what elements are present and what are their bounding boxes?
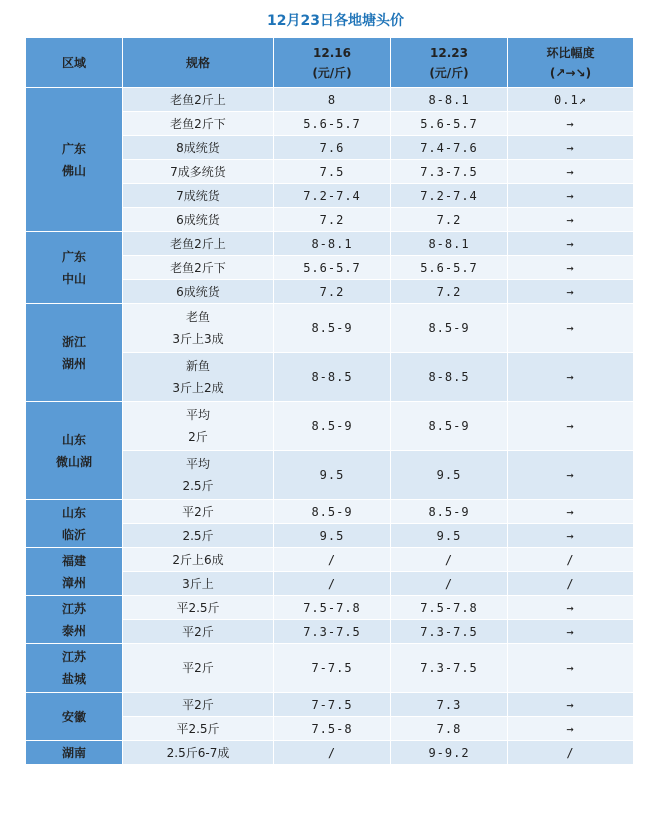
region-name-line: 泰州 <box>61 623 86 638</box>
change-cell: → <box>508 717 634 741</box>
region-cell <box>26 693 123 741</box>
region-cell <box>26 88 123 232</box>
table-row <box>26 500 634 524</box>
table-row <box>26 644 634 693</box>
price-1216-cell: / <box>274 741 391 765</box>
change-cell: → <box>508 500 634 524</box>
spec-cell <box>123 451 274 500</box>
spec-cell <box>123 136 274 160</box>
spec-cell <box>123 620 274 644</box>
region-name-line: 山东 <box>61 505 86 520</box>
spec-cell <box>123 741 274 765</box>
header-change <box>508 38 634 88</box>
spec-line: 老鱼2斤上 <box>170 237 226 251</box>
region-name-line: 微山湖 <box>55 454 92 469</box>
spec-cell <box>123 596 274 620</box>
spec-line: 平均 <box>185 408 210 422</box>
change-cell: → <box>508 160 634 184</box>
price-1223-cell: 9.5 <box>391 451 508 500</box>
region-name-line: 江苏 <box>61 601 86 616</box>
change-cell: 0.1↗ <box>508 88 634 112</box>
spec-line: 平2.5斤 <box>176 722 220 736</box>
change-cell: → <box>508 596 634 620</box>
spec-cell <box>123 88 274 112</box>
region-name-line: 湖南 <box>61 745 86 760</box>
region-cell <box>26 500 123 548</box>
spec-line: 平均 <box>185 457 210 471</box>
spec-cell <box>123 184 274 208</box>
spec-cell <box>123 524 274 548</box>
spec-line: 新鱼 <box>185 359 210 373</box>
region-cell <box>26 232 123 304</box>
price-1223-cell: 7.3-7.5 <box>391 644 508 693</box>
price-1216-cell: 8-8.5 <box>274 353 391 402</box>
spec-line: 3斤上 <box>182 577 214 591</box>
price-1216-cell: 7.5-7.8 <box>274 596 391 620</box>
spec-line: 7成统货 <box>176 189 220 203</box>
change-cell: → <box>508 353 634 402</box>
spec-cell <box>123 402 274 451</box>
region-cell <box>26 304 123 402</box>
table-row <box>26 741 634 765</box>
change-cell: → <box>508 524 634 548</box>
table-row <box>26 88 634 112</box>
price-1216-cell: 8.5-9 <box>274 402 391 451</box>
header-date1 <box>274 38 391 88</box>
price-1223-cell: / <box>391 572 508 596</box>
price-1216-cell: / <box>274 548 391 572</box>
spec-cell <box>123 353 274 402</box>
price-1216-cell: / <box>274 572 391 596</box>
price-1223-cell: 8.5-9 <box>391 500 508 524</box>
change-cell: → <box>508 280 634 304</box>
region-cell <box>26 402 123 500</box>
spec-cell <box>123 232 274 256</box>
price-1216-cell: 5.6-5.7 <box>274 256 391 280</box>
price-1216-cell: 7.2 <box>274 208 391 232</box>
price-1223-cell: 7.2-7.4 <box>391 184 508 208</box>
header-date1-label: 12.16 <box>313 45 351 60</box>
change-cell: → <box>508 256 634 280</box>
header-date2-label: 12.23 <box>430 45 468 60</box>
price-1223-cell: 8-8.1 <box>391 232 508 256</box>
spec-cell <box>123 160 274 184</box>
header-date1-unit: (元/斤) <box>312 65 352 80</box>
spec-cell <box>123 572 274 596</box>
spec-line: 7成多统货 <box>170 165 226 179</box>
change-cell: → <box>508 208 634 232</box>
region-name-line: 湖州 <box>61 356 86 371</box>
table-body <box>26 88 634 765</box>
change-cell: → <box>508 620 634 644</box>
price-1223-cell: / <box>391 548 508 572</box>
table-row <box>26 596 634 620</box>
price-1216-cell: 7.5-8 <box>274 717 391 741</box>
price-1216-cell: 7.5 <box>274 160 391 184</box>
page-title: 12月23日各地塘头价 <box>267 13 404 29</box>
spec-cell <box>123 280 274 304</box>
price-1216-cell: 7-7.5 <box>274 693 391 717</box>
change-cell: / <box>508 741 634 765</box>
price-1216-cell: 5.6-5.7 <box>274 112 391 136</box>
spec-cell <box>123 208 274 232</box>
price-1223-cell: 7.4-7.6 <box>391 136 508 160</box>
spec-line: 6成统货 <box>176 285 220 299</box>
spec-line: 3斤上3成 <box>172 332 224 346</box>
change-cell: → <box>508 184 634 208</box>
change-cell: → <box>508 112 634 136</box>
header-change-legend: (↗→↘) <box>549 65 592 80</box>
region-cell <box>26 644 123 693</box>
region-cell <box>26 741 123 765</box>
price-1216-cell: 7.2-7.4 <box>274 184 391 208</box>
price-1223-cell: 8.5-9 <box>391 402 508 451</box>
spec-cell <box>123 548 274 572</box>
price-1223-cell: 7.3-7.5 <box>391 620 508 644</box>
price-1216-cell: 7.3-7.5 <box>274 620 391 644</box>
header-spec: 规格 <box>123 38 274 88</box>
spec-line: 6成统货 <box>176 213 220 227</box>
region-name-line: 浙江 <box>61 334 86 349</box>
change-cell: → <box>508 644 634 693</box>
region-name-line: 临沂 <box>61 527 86 542</box>
change-cell: → <box>508 451 634 500</box>
table-row <box>26 402 634 451</box>
change-cell: / <box>508 548 634 572</box>
price-1223-cell: 8-8.5 <box>391 353 508 402</box>
spec-line: 平2斤 <box>182 661 214 675</box>
header-date2 <box>391 38 508 88</box>
region-name-line: 山东 <box>61 432 86 447</box>
table-row <box>26 693 634 717</box>
spec-cell <box>123 717 274 741</box>
header-region: 区域 <box>26 38 123 88</box>
price-1223-cell: 7.2 <box>391 280 508 304</box>
spec-cell <box>123 693 274 717</box>
price-1216-cell: 9.5 <box>274 451 391 500</box>
spec-cell <box>123 112 274 136</box>
table-row <box>26 232 634 256</box>
region-name-line: 中山 <box>61 271 86 286</box>
price-1223-cell: 7.2 <box>391 208 508 232</box>
price-1223-cell: 8.5-9 <box>391 304 508 353</box>
change-cell: / <box>508 572 634 596</box>
spec-line: 老鱼2斤下 <box>170 117 226 131</box>
spec-line: 老鱼 <box>185 310 210 324</box>
region-name-line: 盐城 <box>61 672 86 686</box>
price-1216-cell: 8.5-9 <box>274 304 391 353</box>
spec-line: 3斤上2成 <box>172 381 224 395</box>
spec-cell <box>123 256 274 280</box>
price-1223-cell: 7.5-7.8 <box>391 596 508 620</box>
spec-line: 平2斤 <box>182 625 214 639</box>
region-name-line: 佛山 <box>61 163 86 178</box>
price-1223-cell: 5.6-5.7 <box>391 256 508 280</box>
spec-line: 2斤上6成 <box>172 553 224 567</box>
spec-cell <box>123 500 274 524</box>
spec-line: 老鱼2斤下 <box>170 261 226 275</box>
price-1223-cell: 9.5 <box>391 524 508 548</box>
region-cell <box>26 596 123 644</box>
change-cell: → <box>508 136 634 160</box>
region-cell <box>26 548 123 596</box>
price-1223-cell: 7.3-7.5 <box>391 160 508 184</box>
region-name-line: 安徽 <box>61 709 86 724</box>
price-1223-cell: 7.3 <box>391 693 508 717</box>
region-name-line: 广东 <box>61 249 86 264</box>
change-cell: → <box>508 402 634 451</box>
spec-line: 2.5斤 <box>182 529 214 543</box>
region-name-line: 广东 <box>61 141 86 156</box>
price-table <box>25 37 634 765</box>
spec-line: 平2斤 <box>182 505 214 519</box>
region-name-line: 福建 <box>61 553 86 568</box>
change-cell: → <box>508 304 634 353</box>
price-1216-cell: 7-7.5 <box>274 644 391 693</box>
price-1216-cell: 9.5 <box>274 524 391 548</box>
price-1216-cell: 7.2 <box>274 280 391 304</box>
spec-line: 2斤 <box>188 430 208 444</box>
change-cell: → <box>508 693 634 717</box>
price-1223-cell: 8-8.1 <box>391 88 508 112</box>
price-1216-cell: 8 <box>274 88 391 112</box>
header-date2-unit: (元/斤) <box>429 65 469 80</box>
table-row <box>26 304 634 353</box>
spec-line: 2.5斤6-7成 <box>166 746 230 760</box>
table-row <box>26 548 634 572</box>
spec-line: 8成统货 <box>176 141 220 155</box>
spec-line: 平2斤 <box>182 698 214 712</box>
spec-line: 老鱼2斤上 <box>170 93 226 107</box>
header-row <box>26 38 634 88</box>
spec-line: 2.5斤 <box>182 479 214 493</box>
price-1216-cell: 7.6 <box>274 136 391 160</box>
spec-cell <box>123 644 274 693</box>
header-change-label: 环比幅度 <box>546 45 595 60</box>
price-1223-cell: 7.8 <box>391 717 508 741</box>
price-1216-cell: 8.5-9 <box>274 500 391 524</box>
price-1216-cell: 8-8.1 <box>274 232 391 256</box>
spec-line: 平2.5斤 <box>176 601 220 615</box>
price-1223-cell: 9-9.2 <box>391 741 508 765</box>
change-cell: → <box>508 232 634 256</box>
price-1223-cell: 5.6-5.7 <box>391 112 508 136</box>
region-name-line: 漳州 <box>61 575 86 590</box>
region-name-line: 江苏 <box>61 650 86 664</box>
spec-cell <box>123 304 274 353</box>
